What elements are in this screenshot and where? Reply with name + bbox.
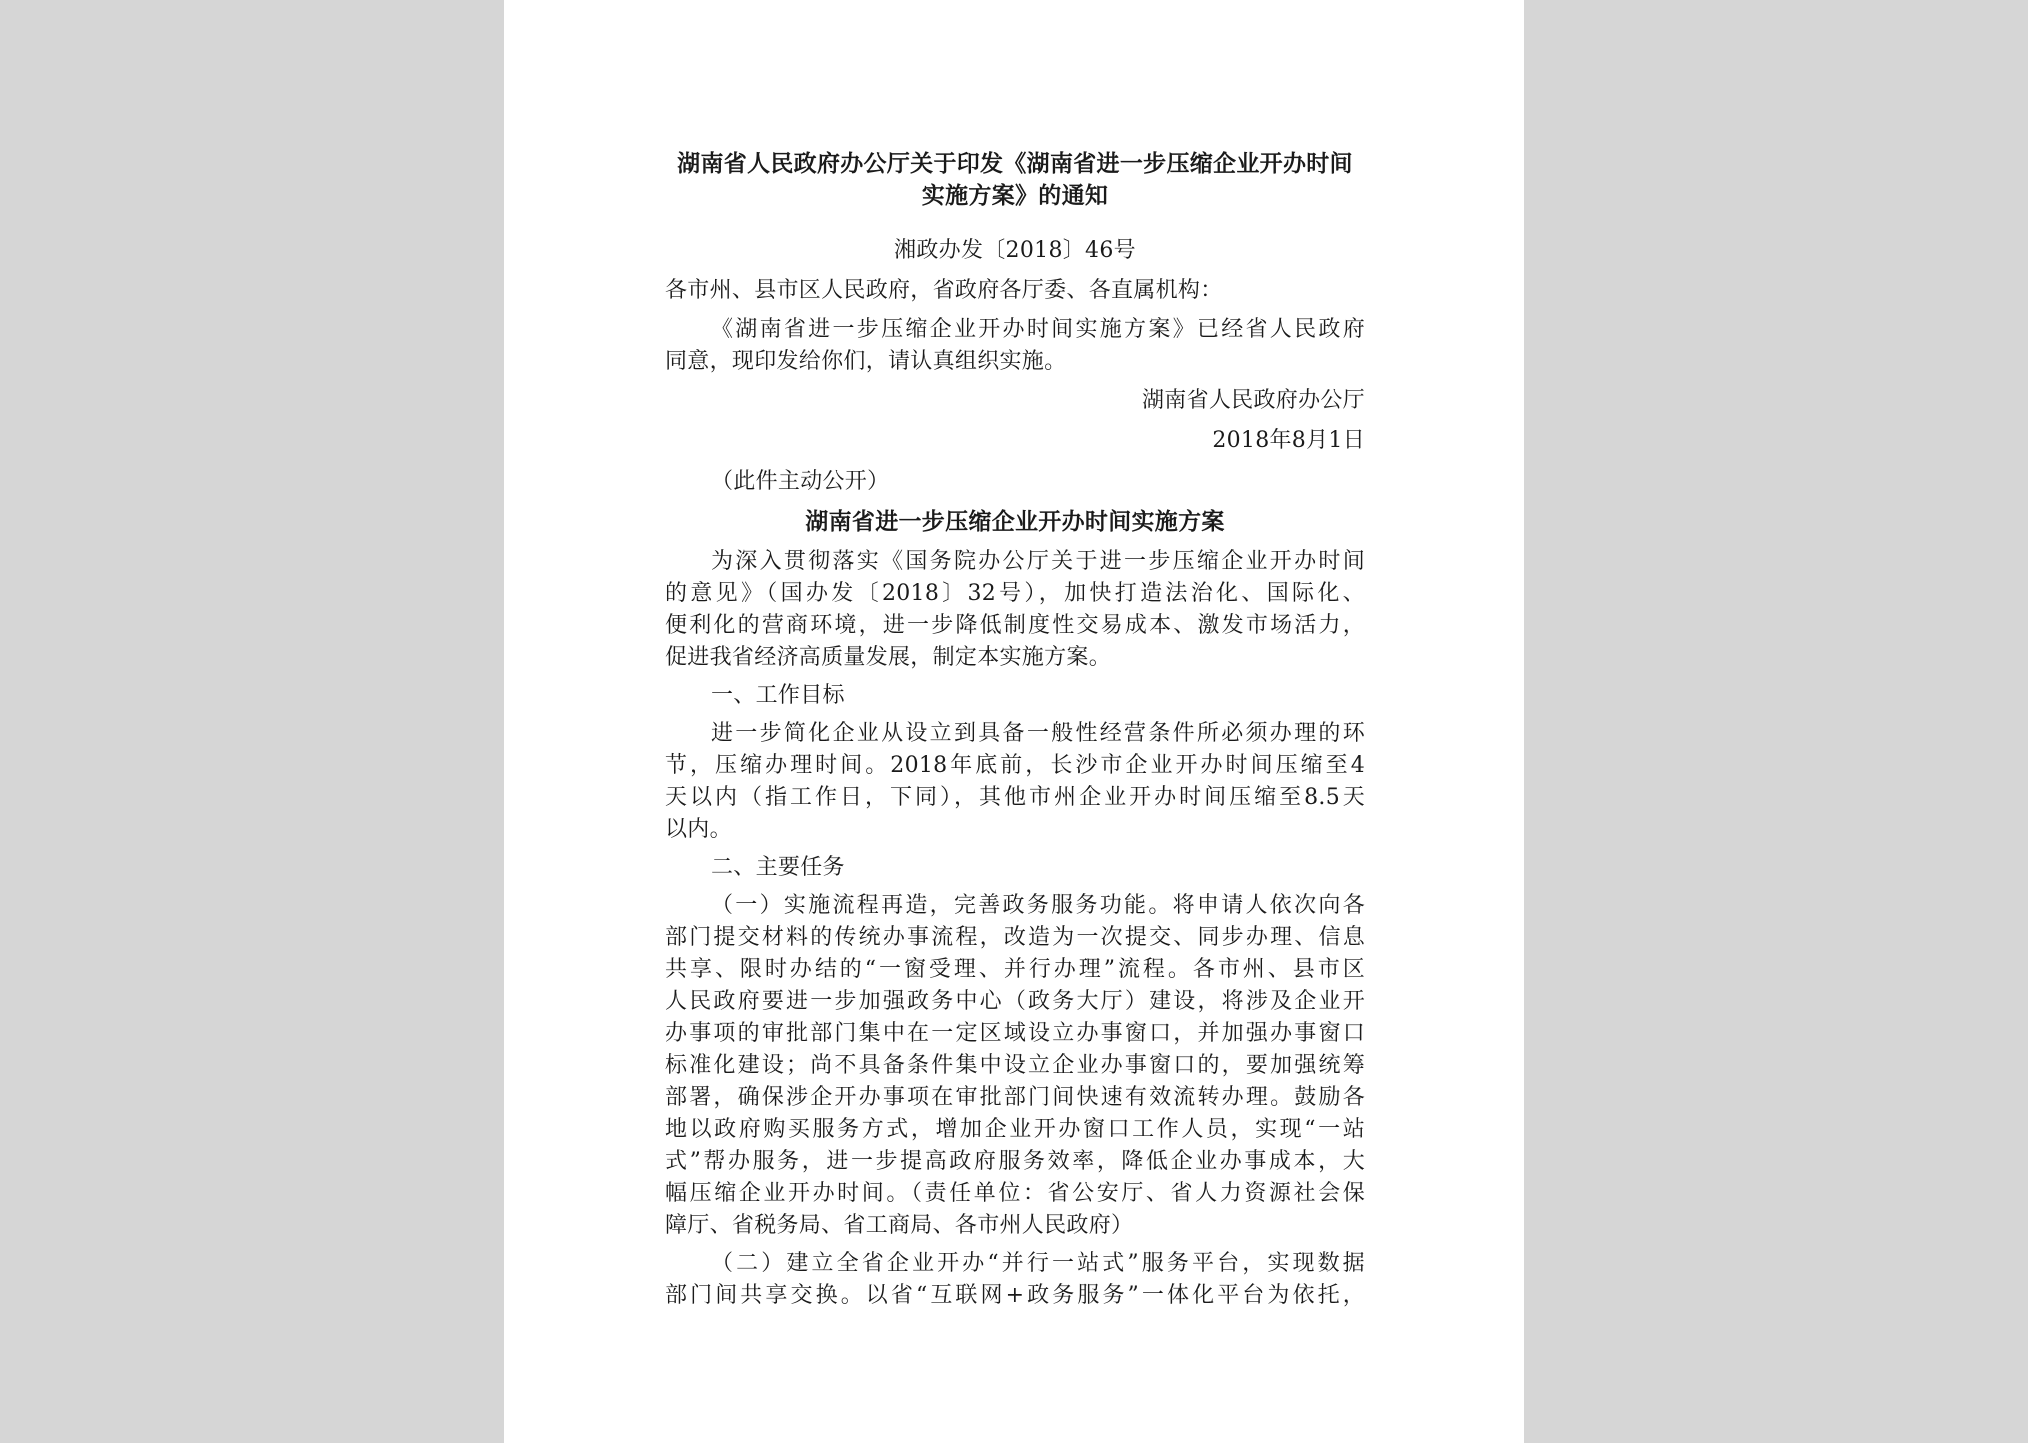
paragraph-line: 以内。 xyxy=(665,817,732,842)
paragraph-line: 办事项的审批部门集中在一定区域设立办事窗口，并加强办事窗口 xyxy=(665,1021,1365,1046)
paragraph-line: 幅压缩企业开办时间。（责任单位：省公安厅、省人力资源社会保 xyxy=(665,1181,1365,1206)
paragraph-line: 同意，现印发给你们，请认真组织实施。 xyxy=(665,349,1067,374)
paragraph-line: 天以内（指工作日，下同），其他市州企业开办时间压缩至8.5天 xyxy=(665,785,1365,810)
paragraph-line: 部门间共享交换。以省“互联网+政务服务”一体化平台为依托， xyxy=(665,1283,1365,1308)
paragraph-line: 式”帮办服务，进一步提高政府服务效率，降低企业办事成本，大 xyxy=(665,1149,1365,1174)
paragraph-line: （二）建立全省企业开办“并行一站式”服务平台，实现数据 xyxy=(711,1251,1365,1276)
issuer-signature: 湖南省人民政府办公厅 xyxy=(1141,388,1365,413)
paragraph-line: 节，压缩办理时间。2018年底前，长沙市企业开办时间压缩至4 xyxy=(665,753,1365,778)
paragraph-line: 障厅、省税务局、省工商局、各市州人民政府） xyxy=(665,1213,1134,1238)
paragraph-line: 《湖南省进一步压缩企业开办时间实施方案》已经省人民政府 xyxy=(711,317,1365,342)
addressee: 各市州、县市区人民政府，省政府各厅委、各直属机构： xyxy=(665,278,1223,303)
paragraph-line: 共享、限时办结的“一窗受理、并行办理”流程。各市州、县市区 xyxy=(665,957,1365,982)
section-heading-goals: 一、工作目标 xyxy=(711,683,845,708)
paragraph-line: （一）实施流程再造，完善政务服务功能。将申请人依次向各 xyxy=(711,893,1365,918)
paragraph-line: 标准化建设；尚不具备条件集中设立企业办事窗口的，要加强统筹 xyxy=(665,1053,1365,1078)
document-page xyxy=(504,0,1524,1443)
document-title xyxy=(665,148,1365,212)
plan-title: 湖南省进一步压缩企业开办时间实施方案 xyxy=(805,508,1225,535)
paragraph-line: 进一步简化企业从设立到具备一般性经营条件所必须办理的环 xyxy=(711,721,1365,746)
task1-paragraph xyxy=(665,890,1365,1242)
paragraph-line: 促进我省经济高质量发展，制定本实施方案。 xyxy=(665,645,1112,670)
title-line: 实施方案》的通知 xyxy=(921,182,1109,209)
preamble-paragraph xyxy=(665,546,1365,674)
intro-paragraph xyxy=(665,314,1365,378)
issue-date: 2018年8月1日 xyxy=(1212,428,1365,453)
paragraph-line: 部门提交材料的传统办事流程，改造为一次提交、同步办理、信息 xyxy=(665,925,1365,950)
disclosure-note: （此件主动公开） xyxy=(711,469,890,494)
document-number: 湘政办发〔2018〕46号 xyxy=(894,238,1136,263)
paragraph-line: 便利化的营商环境，进一步降低制度性交易成本、激发市场活力， xyxy=(665,613,1365,638)
paragraph-line: 部署，确保涉企开办事项在审批部门间快速有效流转办理。鼓励各 xyxy=(665,1085,1365,1110)
paragraph-line: 的意见》（国办发〔2018〕32号），加快打造法治化、国际化、 xyxy=(665,581,1365,606)
goals-paragraph xyxy=(665,718,1365,846)
title-line: 湖南省人民政府办公厅关于印发《湖南省进一步压缩企业开办时间 xyxy=(677,150,1353,177)
paragraph-line: 为深入贯彻落实《国务院办公厅关于进一步压缩企业开办时间 xyxy=(711,549,1365,574)
paragraph-line: 地以政府购买服务方式，增加企业开办窗口工作人员，实现“一站 xyxy=(665,1117,1365,1142)
task2-paragraph xyxy=(665,1248,1365,1312)
paragraph-line: 人民政府要进一步加强政务中心（政务大厅）建设，将涉及企业开 xyxy=(665,989,1365,1014)
section-heading-tasks: 二、主要任务 xyxy=(711,855,845,880)
